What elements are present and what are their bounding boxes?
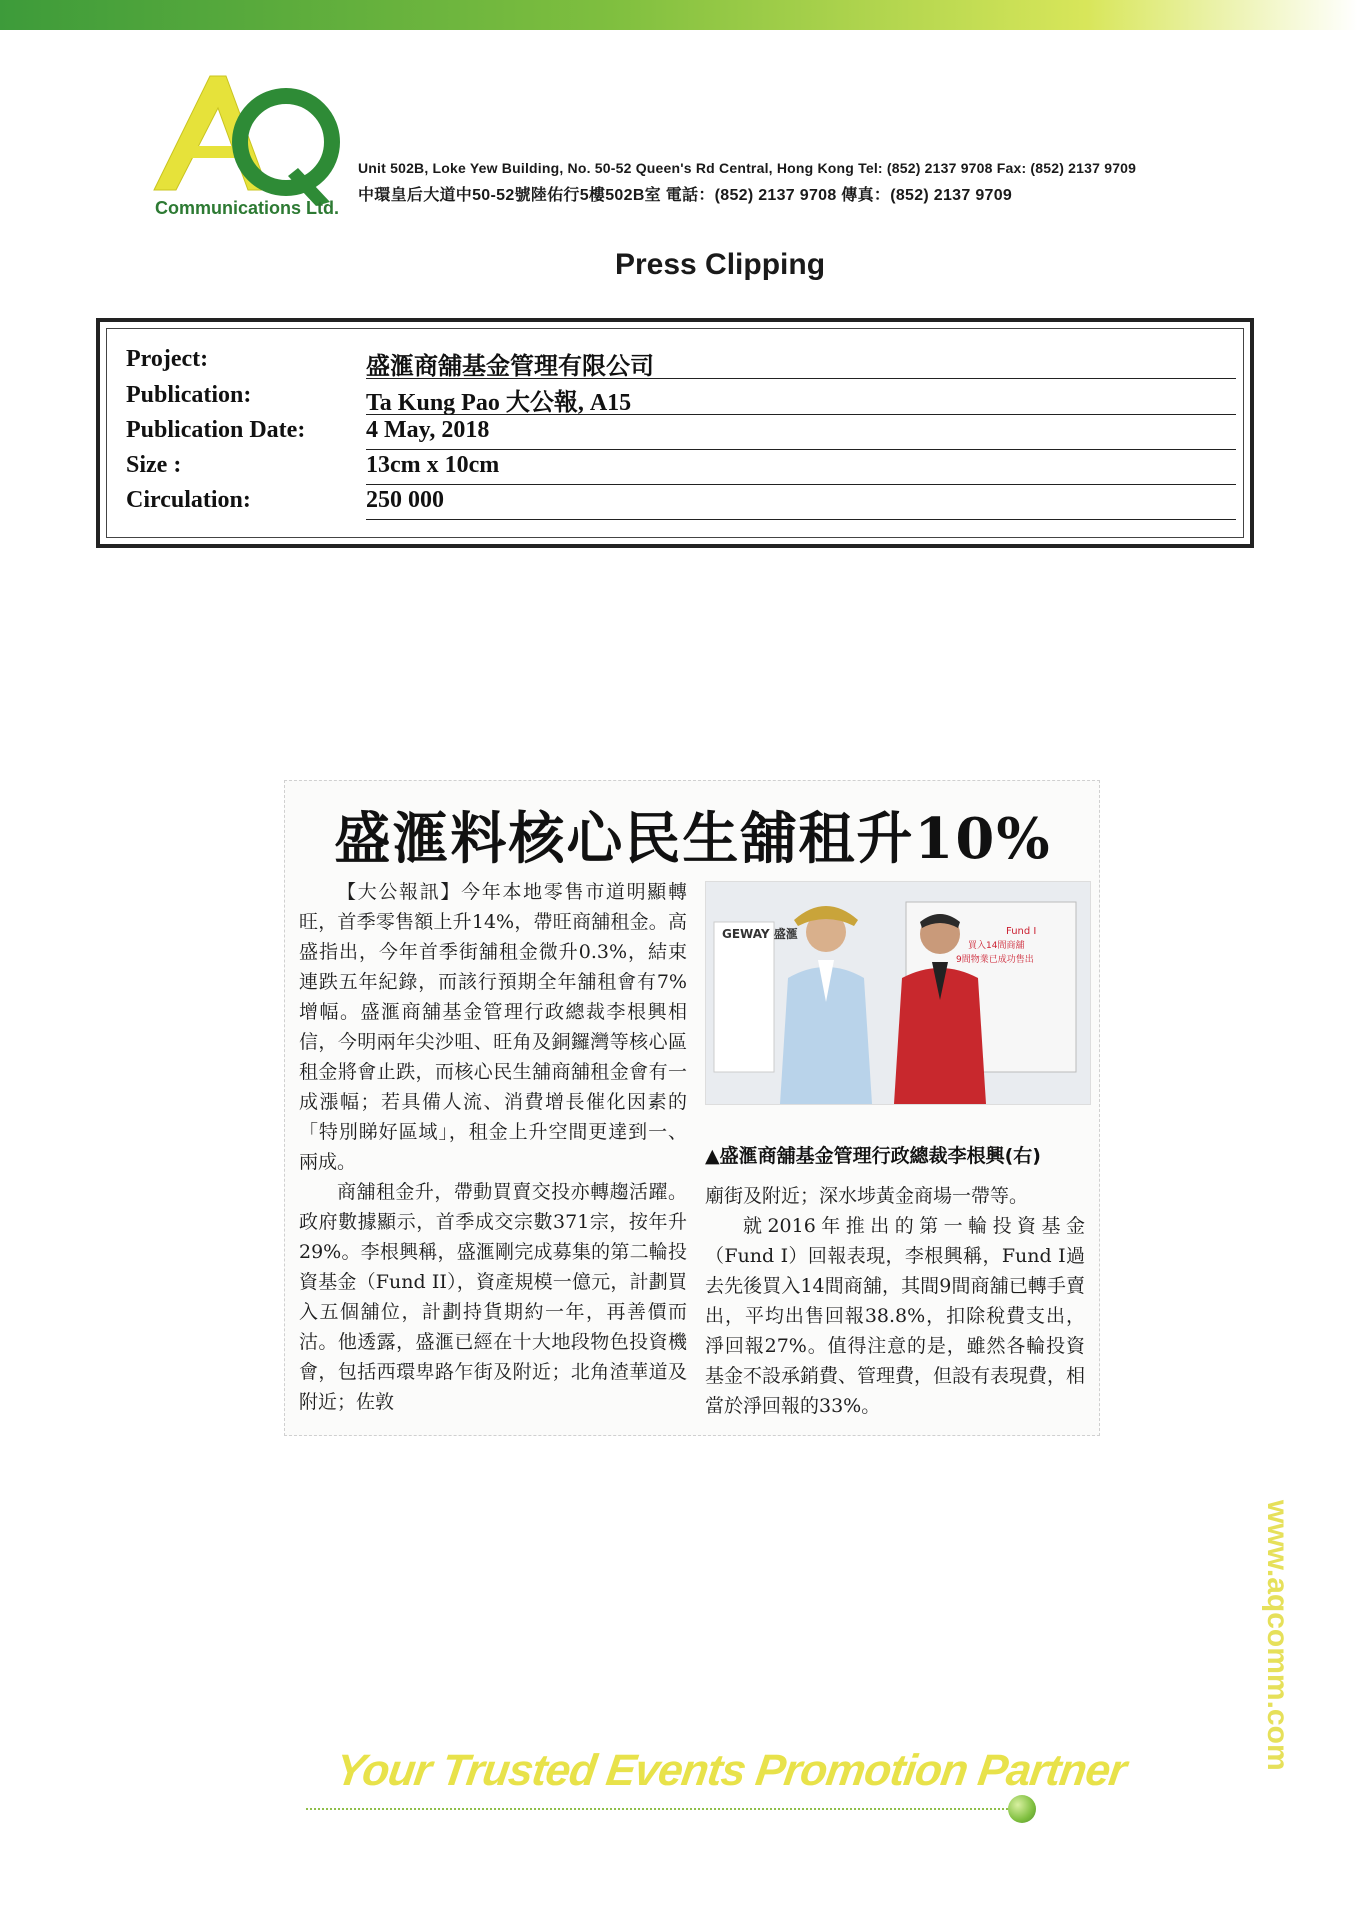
footer-ball-icon xyxy=(1008,1795,1036,1823)
footer-slogan: Your Trusted Events Promotion Partner xyxy=(332,1746,1129,1795)
info-value: 盛滙商舖基金管理有限公司 xyxy=(366,346,1236,379)
photo-illustration xyxy=(706,882,1090,1104)
article-paragraph: 就2016年推出的第一輪投資基金（Fund I）回報表現，李根興稱，Fund I過去先後買入14間商舖，其間9間商舖已轉手賣出，平均出售回報38.8%，扣除稅費支出，淨回報27%。值得注意的是，雖然各輪投資基金不設承銷費、管理費，但設有表現費，相當於淨回報的33%。 xyxy=(705,1215,1086,1417)
top-gradient-bar xyxy=(0,0,1358,30)
article-left-column xyxy=(299,877,687,1417)
article-right-column xyxy=(705,1181,1085,1421)
info-value: 4 May, 2018 xyxy=(366,417,1236,450)
website-link[interactable]: www.aqcomm.com xyxy=(1261,1500,1294,1771)
company-address xyxy=(358,160,1136,205)
article-photo xyxy=(705,881,1091,1105)
news-article xyxy=(284,780,1100,1436)
article-paragraph: 廟街及附近；深水埗黃金商場一帶等。 xyxy=(705,1185,1029,1207)
info-label: Publication: xyxy=(126,382,252,408)
article-headline: 盛滙料核心民生舖租升10% xyxy=(334,806,1052,872)
photo-screen-line1: 買入14間商舖 xyxy=(968,941,1025,951)
photo-banner-brand: GEWAY 盛滙 xyxy=(722,927,798,941)
info-value: 13cm x 10cm xyxy=(366,452,1236,485)
photo-screen-line2: 9間物業已成功售出 xyxy=(956,955,1034,965)
info-label: Publication Date: xyxy=(126,417,306,443)
address-chinese: 中環皇后大道中50-52號陸佑行5樓502B室 電話：(852) 2137 9708 傳真：(852) 2137 9709 xyxy=(358,187,1013,204)
footer-divider xyxy=(306,1808,1012,1810)
address-english: Unit 502B, Loke Yew Building, No. 50-52 Queen's Rd Central, Hong Kong Tel: (852) 2137 9708 Fax: (852) 2137 9709 xyxy=(358,160,1137,176)
photo-caption: ▲盛滙商舖基金管理行政總裁李根興(右) xyxy=(705,1145,1041,1167)
page-title: Press Clipping xyxy=(614,248,826,281)
info-label: Size : xyxy=(126,452,182,478)
clipping-info-box xyxy=(96,318,1254,548)
info-label: Circulation: xyxy=(126,487,251,513)
article-paragraph: 商舖租金升，帶動買賣交投亦轉趨活躍。政府數據顯示，首季成交宗數371宗，按年升29%。李根興稱，盛滙剛完成募集的第二輪投資基金（Fund II），資產規模一億元，計劃買入五個舖位，計劃持貨期約一年，再善價而沽。他透露，盛滙已經在十大地段物色投資機會，包括西環卑路乍街及附近；北角渣華道及附近；佐敦 xyxy=(299,1181,687,1413)
info-label: Project: xyxy=(126,346,209,372)
info-value: Ta Kung Pao 大公報, A15 xyxy=(366,382,1236,415)
article-paragraph: 【大公報訊】今年本地零售市道明顯轉旺，首季零售額上升14%，帶旺商舖租金。高盛指出，今年首季街舖租金微升0.3%，結束連跌五年紀錄，而該行預期全年舖租會有7%增幅。盛滙商舖基金管理行政總裁李根興相信，今明兩年尖沙咀、旺角及銅鑼灣等核心區租金將會止跌，而核心民生舖商舖租金會有一成漲幅；若具備人流、消費增長催化因素的「特別睇好區域」，租金上升空間更達到一、兩成。 xyxy=(299,881,687,1173)
info-value: 250 000 xyxy=(366,487,1236,520)
photo-screen-title: Fund I xyxy=(1006,926,1037,937)
logo-wordmark: Communications Ltd. xyxy=(155,198,339,218)
